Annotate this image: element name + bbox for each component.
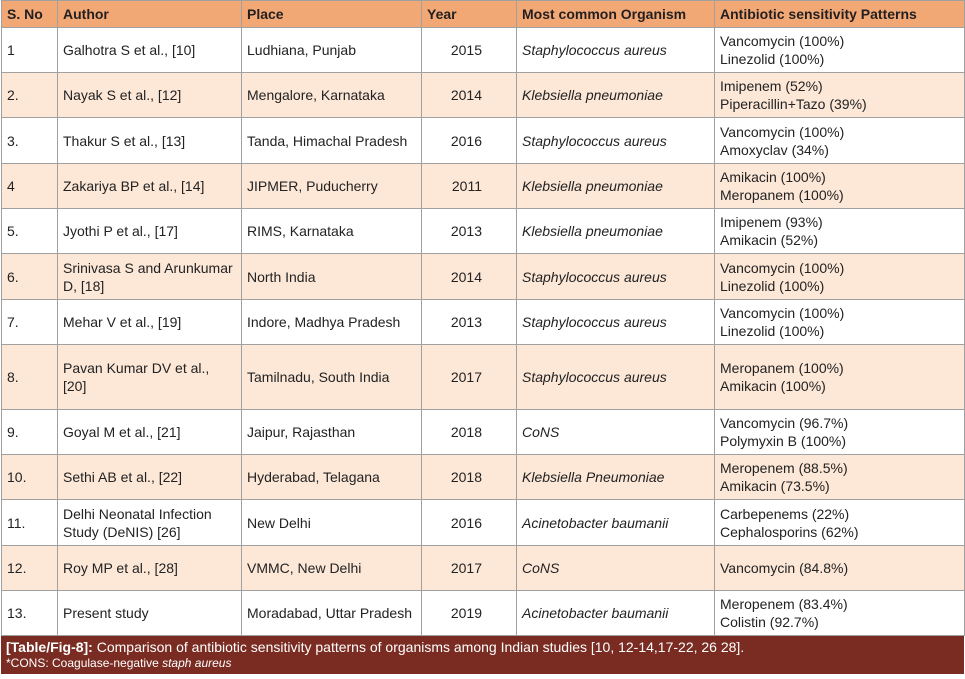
antibiotic-line: Linezolid (100%) — [720, 51, 825, 67]
table-row — [2, 345, 965, 410]
caption-note-italic: staph aureus — [162, 656, 232, 670]
cell-year: 2019 — [422, 591, 517, 636]
antibiotic-line: Amikacin (73.5%) — [720, 478, 830, 494]
cell-place: Tamilnadu, South India — [242, 345, 422, 410]
cell-organism: Staphylococcus aureus — [517, 254, 715, 300]
cell-antibiotic — [715, 591, 965, 636]
antibiotic-line: Imipenem (52%) — [720, 78, 823, 94]
cell-place: Jaipur, Rajasthan — [242, 410, 422, 455]
antibiotic-line: Vancomycin (100%) — [720, 123, 845, 140]
cell-year: 2014 — [422, 73, 517, 118]
table-row — [2, 254, 965, 300]
cell-year: 2013 — [422, 209, 517, 254]
cell-sno: 5. — [2, 209, 58, 254]
cell-antibiotic — [715, 410, 965, 455]
cell-sno: 4 — [2, 164, 58, 209]
cell-place: North India — [242, 254, 422, 300]
cell-organism: CoNS — [517, 410, 715, 455]
antibiotic-line: Colistin (92.7%) — [720, 614, 819, 630]
table-row — [2, 164, 965, 209]
cell-place: Indore, Madhya Pradesh — [242, 300, 422, 345]
cell-sno: 10. — [2, 455, 58, 500]
cell-organism: Staphylococcus aureus — [517, 300, 715, 345]
cell-organism: Klebsiella pneumoniae — [517, 164, 715, 209]
cell-author: Sethi AB et al., [22] — [58, 455, 242, 500]
cell-antibiotic — [715, 209, 965, 254]
cell-antibiotic — [715, 500, 965, 546]
cell-antibiotic — [715, 164, 965, 209]
cell-organism: Klebsiella pneumoniae — [517, 209, 715, 254]
cell-year: 2011 — [422, 164, 517, 209]
table-row — [2, 500, 965, 546]
table-row — [2, 591, 965, 636]
cell-place: Hyderabad, Telagana — [242, 455, 422, 500]
header-organism: Most common Organism — [517, 1, 715, 28]
cell-year: 2015 — [422, 28, 517, 73]
cell-author: Pavan Kumar DV et al., [20] — [58, 345, 242, 410]
cell-author: Galhotra S et al., [10] — [58, 28, 242, 73]
cell-sno: 8. — [2, 345, 58, 410]
cell-sno: 2. — [2, 73, 58, 118]
header-sno: S. No — [2, 1, 58, 28]
caption-text: Comparison of antibiotic sensitivity patterns of organisms among Indian studies [10, 12-14,17-22, 26 28]. — [92, 639, 745, 655]
cell-year: 2016 — [422, 118, 517, 164]
antibiotic-line: Amikacin (52%) — [720, 232, 819, 248]
cell-antibiotic — [715, 28, 965, 73]
comparison-table — [1, 0, 965, 636]
table-caption — [1, 636, 964, 674]
cell-year: 2016 — [422, 500, 517, 546]
antibiotic-line: Cephalosporins (62%) — [720, 523, 859, 540]
cell-organism: Acinetobacter baumanii — [517, 500, 715, 546]
cell-antibiotic — [715, 118, 965, 164]
antibiotic-line: Vancomycin (100%) — [720, 259, 845, 276]
cell-sno: 6. — [2, 254, 58, 300]
cell-year: 2017 — [422, 345, 517, 410]
cell-place: JIPMER, Puducherry — [242, 164, 422, 209]
caption-label: [Table/Fig-8]: — [6, 639, 93, 655]
cell-antibiotic — [715, 254, 965, 300]
antibiotic-line: Carbepenems (22%) — [720, 505, 850, 522]
cell-place: Moradabad, Uttar Pradesh — [242, 591, 422, 636]
table-row — [2, 455, 965, 500]
cell-organism: CoNS — [517, 546, 715, 591]
antibiotic-line: Meropanem (100%) — [720, 187, 844, 203]
cell-place: Mengalore, Karnataka — [242, 73, 422, 118]
cell-author: Nayak S et al., [12] — [58, 73, 242, 118]
cell-antibiotic — [715, 546, 965, 591]
cell-place: New Delhi — [242, 500, 422, 546]
table-header-row — [2, 1, 965, 28]
header-place: Place — [242, 1, 422, 28]
cell-sno: 7. — [2, 300, 58, 345]
cell-antibiotic — [715, 73, 965, 118]
cell-organism: Staphylococcus aureus — [517, 345, 715, 410]
table-row — [2, 73, 965, 118]
cell-author: Srinivasa S and Arunkumar D, [18] — [58, 254, 242, 300]
header-year: Year — [422, 1, 517, 28]
cell-antibiotic — [715, 300, 965, 345]
cell-place: Tanda, Himachal Pradesh — [242, 118, 422, 164]
cell-author: Mehar V et al., [19] — [58, 300, 242, 345]
header-author: Author — [58, 1, 242, 28]
cell-author: Zakariya BP et al., [14] — [58, 164, 242, 209]
antibiotic-line: Vancomycin (96.7%) — [720, 415, 849, 431]
antibiotic-line: Vancomycin (100%) — [720, 305, 845, 321]
antibiotic-line: Amikacin (100%) — [720, 378, 826, 394]
table-row — [2, 118, 965, 164]
cell-place: Ludhiana, Punjab — [242, 28, 422, 73]
cell-year: 2018 — [422, 410, 517, 455]
cell-sno: 3. — [2, 118, 58, 164]
antibiotic-line: Amikacin (100%) — [720, 169, 826, 185]
cell-author: Goyal M et al., [21] — [58, 410, 242, 455]
cell-organism: Klebsiella pneumoniae — [517, 73, 715, 118]
antibiotic-line: Imipenem (93%) — [720, 214, 823, 230]
cell-sno: 9. — [2, 410, 58, 455]
cell-antibiotic — [715, 455, 965, 500]
antibiotic-line: Vancomycin (84.8%) — [720, 560, 849, 576]
caption-note-prefix: *CONS: Coagulase-negative — [6, 656, 163, 670]
cell-author: Jyothi P et al., [17] — [58, 209, 242, 254]
antibiotic-line: Meropenem (83.4%) — [720, 596, 848, 612]
cell-author: Delhi Neonatal Infection Study (DeNIS) [26] — [58, 500, 242, 546]
cell-author: Roy MP et al., [28] — [58, 546, 242, 591]
cell-antibiotic — [715, 345, 965, 410]
table-row — [2, 410, 965, 455]
cell-sno: 13. — [2, 591, 58, 636]
antibiotic-line: Meropanem (100%) — [720, 360, 844, 376]
cell-year: 2014 — [422, 254, 517, 300]
cell-year: 2018 — [422, 455, 517, 500]
cell-year: 2013 — [422, 300, 517, 345]
antibiotic-line: Polymyxin B (100%) — [720, 433, 847, 449]
cell-place: RIMS, Karnataka — [242, 209, 422, 254]
table-row — [2, 300, 965, 345]
table-row — [2, 546, 965, 591]
cell-author: Thakur S et al., [13] — [58, 118, 242, 164]
cell-sno: 11. — [2, 500, 58, 546]
antibiotic-line: Linezolid (100%) — [720, 323, 825, 339]
cell-organism: Staphylococcus aureus — [517, 118, 715, 164]
cell-year: 2017 — [422, 546, 517, 591]
antibiotic-line: Linezolid (100%) — [720, 277, 825, 294]
cell-sno: 1 — [2, 28, 58, 73]
cell-place: VMMC, New Delhi — [242, 546, 422, 591]
antibiotic-line: Amoxyclav (34%) — [720, 141, 829, 158]
cell-author: Present study — [58, 591, 242, 636]
table-row — [2, 28, 965, 73]
antibiotic-line: Meropenem (88.5%) — [720, 460, 848, 476]
cell-organism: Acinetobacter baumanii — [517, 591, 715, 636]
antibiotic-line: Vancomycin (100%) — [720, 33, 845, 49]
cell-organism: Klebsiella Pneumoniae — [517, 455, 715, 500]
cell-sno: 12. — [2, 546, 58, 591]
table-row — [2, 209, 965, 254]
header-antibiotic: Antibiotic sensitivity Patterns — [715, 1, 965, 28]
cell-organism: Staphylococcus aureus — [517, 28, 715, 73]
antibiotic-line: Piperacillin+Tazo (39%) — [720, 96, 867, 112]
